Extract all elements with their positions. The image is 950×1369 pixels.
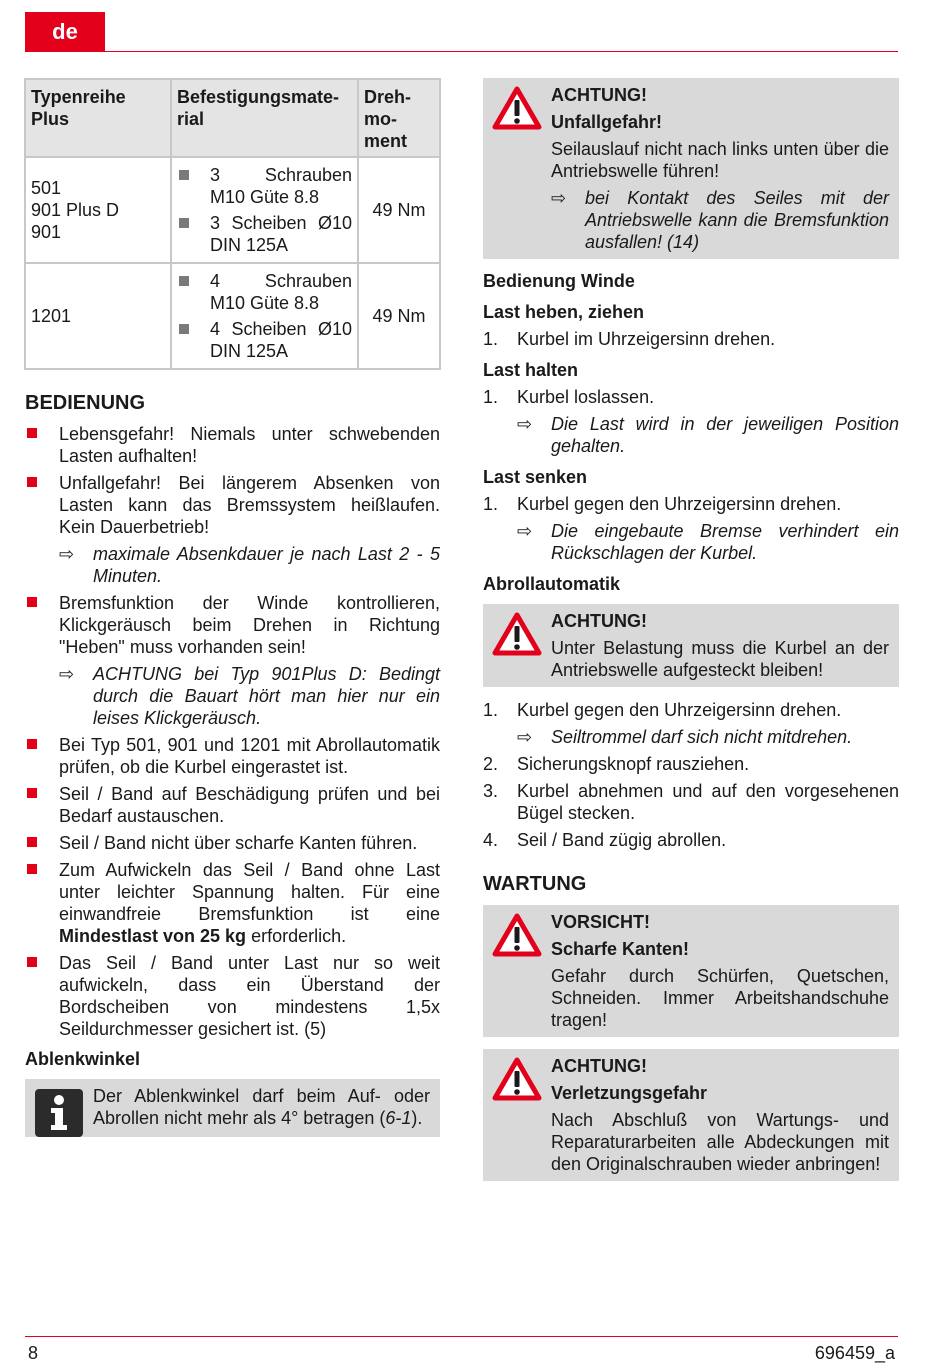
warning-title: Scharfe Kanten!	[551, 939, 690, 959]
warning-triangle-icon	[492, 913, 542, 957]
table-header-type: Typenreihe Plus	[26, 80, 170, 156]
list-item	[25, 472, 440, 587]
step-item: 4. Seil / Band zügig abrollen.	[483, 830, 727, 850]
subsection-title-heben: Last heben, ziehen	[483, 302, 645, 322]
warning-box-verletzung	[483, 1049, 899, 1181]
right-column	[483, 78, 899, 1181]
subsection-title-winde: Bedienung Winde	[483, 271, 635, 291]
page-number: 8	[28, 1343, 39, 1363]
warning-box-vorsicht	[483, 905, 899, 1037]
table-cell-types	[26, 158, 170, 262]
language-tab: de	[25, 12, 105, 52]
step-item: 1. Kurbel loslassen. ⇨ Die Last wird in der jeweiligen Position gehalten.	[483, 387, 899, 456]
warning-text: Seilauslauf nicht nach links unten über die Antriebswelle führen!	[551, 139, 889, 181]
type-line: 1201	[31, 306, 72, 326]
list-item-text: Unfallgefahr! Bei längerem Absenken von Lasten kann das Bremssystem heißlaufen. Kein Dauerbetrieb!	[59, 473, 440, 537]
result-arrow-icon: ⇨	[551, 188, 567, 208]
list-item: Lebensgefahr! Niemals unter schwebenden Lasten aufhalten!	[25, 423, 440, 467]
result-arrow-icon: ⇨	[517, 414, 533, 434]
info-box	[25, 1079, 440, 1137]
result-text: bei Kontakt des Seiles mit der Antriebswelle kann die Bremsfunktion ausfallen! (14)	[585, 188, 889, 252]
mounting-table	[24, 78, 441, 370]
bedienung-list	[25, 423, 440, 1040]
result-text: Seiltrommel darf sich nicht mitdrehen.	[551, 727, 853, 747]
senken-steps	[483, 493, 899, 564]
result-note	[517, 726, 899, 748]
result-arrow-icon: ⇨	[59, 544, 75, 564]
warning-triangle-icon	[492, 1057, 542, 1101]
left-column	[25, 78, 440, 1137]
list-item-emphasis: Mindestlast von 25 kg	[59, 926, 247, 946]
warning-text: Nach Abschluß von Wartungs- und Reparaturarbeiten alle Abdeckungen mit den Originalschrauben wieder anbringen!	[551, 1110, 889, 1174]
list-item: Das Seil / Band unter Last nur so weit aufwickeln, dass ein Überstand der Bordscheiben von mindestens 1,5x Seildurchmesser gesichert ist. (5)	[25, 952, 440, 1040]
warning-triangle-icon	[492, 612, 542, 656]
result-text: Die Last wird in der jeweiligen Position gehalten.	[551, 414, 899, 456]
info-icon	[35, 1089, 83, 1137]
subsection-title-senken: Last senken	[483, 467, 588, 487]
footer-rule	[25, 1336, 898, 1337]
warning-box-abroll	[483, 604, 899, 687]
table-header-material: Befestigungsmate-rial	[172, 80, 357, 156]
warning-text: Unter Belastung muss die Kurbel an der Antriebswelle aufgesteckt bleiben!	[551, 638, 889, 680]
material-item: 3 Scheiben Ø10 DIN 125A	[177, 212, 352, 256]
warning-triangle-icon	[492, 86, 542, 130]
warning-box-unfall	[483, 78, 899, 259]
result-note	[551, 187, 889, 253]
material-item: 4 Scheiben Ø10 DIN 125A	[177, 318, 352, 362]
warning-label: ACHTUNG!	[551, 85, 647, 105]
step-item: 1. Kurbel im Uhrzeigersinn drehen.	[483, 329, 776, 349]
material-item: 3 Schrauben M10 Güte 8.8	[177, 164, 352, 208]
type-line: 901	[31, 222, 62, 242]
section-title-bedienung: BEDIENUNG	[25, 392, 146, 414]
material-item: 4 Schrauben M10 Güte 8.8	[177, 270, 352, 314]
type-line: 901 Plus D	[31, 200, 120, 220]
abroll-steps	[483, 699, 899, 851]
table-cell-material	[172, 264, 357, 368]
step-item: 3. Kurbel abnehmen und auf den vorgesehenen Bügel stecken.	[483, 781, 899, 823]
table-cell-material	[172, 158, 357, 262]
step-item: 1. Kurbel gegen den Uhrzeigersinn drehen. ⇨ Seiltrommel darf sich nicht mitdrehen.	[483, 699, 899, 748]
step-item: 2. Sicherungsknopf rausziehen.	[483, 754, 750, 774]
warning-title: Unfallgefahr!	[551, 112, 663, 132]
table-cell-types	[26, 264, 170, 368]
step-item: 1. Kurbel gegen den Uhrzeigersinn drehen. ⇨ Die eingebaute Bremse verhindert ein Rückschlagen der Kurbel.	[483, 494, 899, 563]
list-item-text: erforderlich.	[251, 926, 347, 946]
result-text: maximale Absenkdauer je nach Last 2 - 5 Minuten.	[93, 544, 440, 586]
figure-reference: 6-1	[385, 1108, 412, 1128]
result-note	[59, 663, 440, 729]
subsection-title-ablenkwinkel: Ablenkwinkel	[25, 1049, 141, 1069]
warning-title: Verletzungsgefahr	[551, 1083, 708, 1103]
result-arrow-icon: ⇨	[59, 664, 75, 684]
warning-text: Gefahr durch Schürfen, Quetschen, Schneiden. Immer Arbeitshandschuhe tragen!	[551, 966, 889, 1030]
list-item-text: Bremsfunktion der Winde kontrollieren, Klickgeräusch beim Drehen in Richtung "Heben" muss vorhanden sein!	[59, 593, 440, 657]
result-text: ACHTUNG bei Typ 901Plus D: Bedingt durch die Bauart hört man hier nur ein leises Klickgeräusch.	[93, 664, 440, 728]
halten-steps	[483, 386, 899, 457]
warning-label: ACHTUNG!	[551, 1056, 647, 1076]
section-title-wartung: WARTUNG	[483, 873, 587, 895]
table-row	[26, 158, 439, 262]
table-cell-torque: 49 Nm	[359, 158, 439, 262]
table-cell-torque: 49 Nm	[359, 264, 439, 368]
result-note	[517, 413, 899, 457]
table-header-torque: Dreh-mo-ment	[359, 80, 439, 156]
warning-label: VORSICHT!	[551, 912, 650, 932]
type-line: 501	[31, 178, 62, 198]
result-text: Die eingebaute Bremse verhindert ein Rückschlagen der Kurbel.	[551, 521, 899, 563]
result-note	[59, 543, 440, 587]
document-code: 696459_a	[814, 1343, 895, 1363]
result-note	[517, 520, 899, 564]
list-item-text: Zum Aufwickeln das Seil / Band ohne Last unter leichter Spannung halten. Für eine einwandfreie Bremsfunktion ist eine	[59, 860, 440, 924]
heben-steps	[483, 328, 899, 350]
list-item: Seil / Band nicht über scharfe Kanten führen.	[25, 832, 440, 854]
result-arrow-icon: ⇨	[517, 521, 533, 541]
header-rule	[105, 51, 898, 52]
result-arrow-icon: ⇨	[517, 727, 533, 747]
list-item	[25, 859, 440, 947]
list-item	[25, 592, 440, 729]
table-row	[26, 264, 439, 368]
warning-label: ACHTUNG!	[551, 611, 647, 631]
info-text: Der Ablenkwinkel darf beim Auf- oder Abrollen nicht mehr als 4° betragen (6-1).	[93, 1086, 430, 1128]
subsection-title-abroll: Abrollautomatik	[483, 574, 621, 594]
subsection-title-halten: Last halten	[483, 360, 579, 380]
list-item: Seil / Band auf Beschädigung prüfen und bei Bedarf austauschen.	[25, 783, 440, 827]
list-item: Bei Typ 501, 901 und 1201 mit Abrollautomatik prüfen, ob die Kurbel eingerastet ist.	[25, 734, 440, 778]
